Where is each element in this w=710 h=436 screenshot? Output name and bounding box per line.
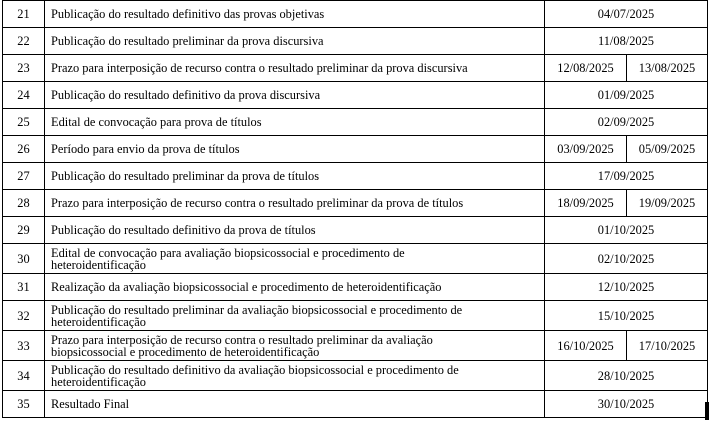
row-description: Edital de convocação para prova de títulos (45, 109, 545, 136)
row-description-line-2: heteroidentificação (51, 314, 146, 329)
row-date: 01/09/2025 (545, 82, 708, 109)
row-description: Realização da avaliação biopsicossocial e procedimento de heteroidentificação (45, 274, 545, 301)
row-date: 11/08/2025 (545, 28, 708, 55)
row-description-line-2: heteroidentificação (51, 257, 146, 272)
row-number: 25 (3, 109, 45, 136)
table-row (3, 244, 708, 274)
row-description (45, 361, 545, 391)
table-row (3, 109, 708, 136)
row-date: 15/10/2025 (545, 301, 708, 331)
row-number: 30 (3, 244, 45, 274)
row-end-date: 13/08/2025 (627, 55, 708, 82)
row-number: 24 (3, 82, 45, 109)
row-number: 33 (3, 331, 45, 361)
table-row (3, 55, 708, 82)
row-number: 27 (3, 163, 45, 190)
row-date: 28/10/2025 (545, 361, 708, 391)
row-date: 02/09/2025 (545, 109, 708, 136)
row-number: 23 (3, 55, 45, 82)
row-description (45, 331, 545, 361)
row-date: 12/10/2025 (545, 274, 708, 301)
row-start-date: 12/08/2025 (545, 55, 627, 82)
row-description: Resultado Final (45, 391, 545, 418)
row-end-date: 17/10/2025 (627, 331, 708, 361)
row-description (45, 244, 545, 274)
table-row (3, 301, 708, 331)
row-description-line-1: Publicação do resultado definitivo da avaliação biopsicossocial e procedimento de (51, 362, 459, 377)
row-date: 30/10/2025 (545, 391, 708, 418)
row-description-line-1: Prazo para interposição de recurso contra o resultado preliminar da avaliação (51, 332, 433, 347)
table-row (3, 361, 708, 391)
row-description: Publicação do resultado preliminar da prova de títulos (45, 163, 545, 190)
row-description-line-2: heteroidentificação (51, 374, 146, 389)
row-start-date: 16/10/2025 (545, 331, 627, 361)
table-row (3, 28, 708, 55)
table-row (3, 331, 708, 361)
row-description: Período para envio da prova de títulos (45, 136, 545, 163)
row-description-line-1: Publicação do resultado preliminar da avaliação biopsicossocial e procedimento de (51, 302, 463, 317)
row-number: 31 (3, 274, 45, 301)
row-end-date: 19/09/2025 (627, 190, 708, 217)
row-date: 04/07/2025 (545, 1, 708, 28)
row-number: 28 (3, 190, 45, 217)
row-end-date: 05/09/2025 (627, 136, 708, 163)
row-date: 01/10/2025 (545, 217, 708, 244)
row-date: 02/10/2025 (545, 244, 708, 274)
row-number: 21 (3, 1, 45, 28)
row-date: 17/09/2025 (545, 163, 708, 190)
table-row (3, 217, 708, 244)
row-number: 29 (3, 217, 45, 244)
row-description: Publicação do resultado definitivo da prova discursiva (45, 82, 545, 109)
row-number: 32 (3, 301, 45, 331)
row-description (45, 301, 545, 331)
row-description: Prazo para interposição de recurso contra o resultado preliminar da prova de títulos (45, 190, 545, 217)
row-description: Publicação do resultado definitivo das provas objetivas (45, 1, 545, 28)
row-number: 34 (3, 361, 45, 391)
row-description: Publicação do resultado definitivo da prova de títulos (45, 217, 545, 244)
row-description-line-1: Edital de convocação para avaliação biopsicossocial e procedimento de (51, 245, 405, 260)
table-row (3, 190, 708, 217)
text-cursor-marker (705, 402, 709, 420)
row-number: 26 (3, 136, 45, 163)
schedule-table (2, 0, 708, 418)
table-row (3, 1, 708, 28)
row-description-line-2: biopsicossocial e procedimento de heteroidentificação (51, 344, 320, 359)
table-row (3, 163, 708, 190)
table-row (3, 136, 708, 163)
table-row (3, 391, 708, 418)
row-description: Prazo para interposição de recurso contra o resultado preliminar da prova discursiva (45, 55, 545, 82)
row-number: 35 (3, 391, 45, 418)
row-start-date: 03/09/2025 (545, 136, 627, 163)
table-row (3, 82, 708, 109)
table-row (3, 274, 708, 301)
row-start-date: 18/09/2025 (545, 190, 627, 217)
row-number: 22 (3, 28, 45, 55)
row-description: Publicação do resultado preliminar da prova discursiva (45, 28, 545, 55)
